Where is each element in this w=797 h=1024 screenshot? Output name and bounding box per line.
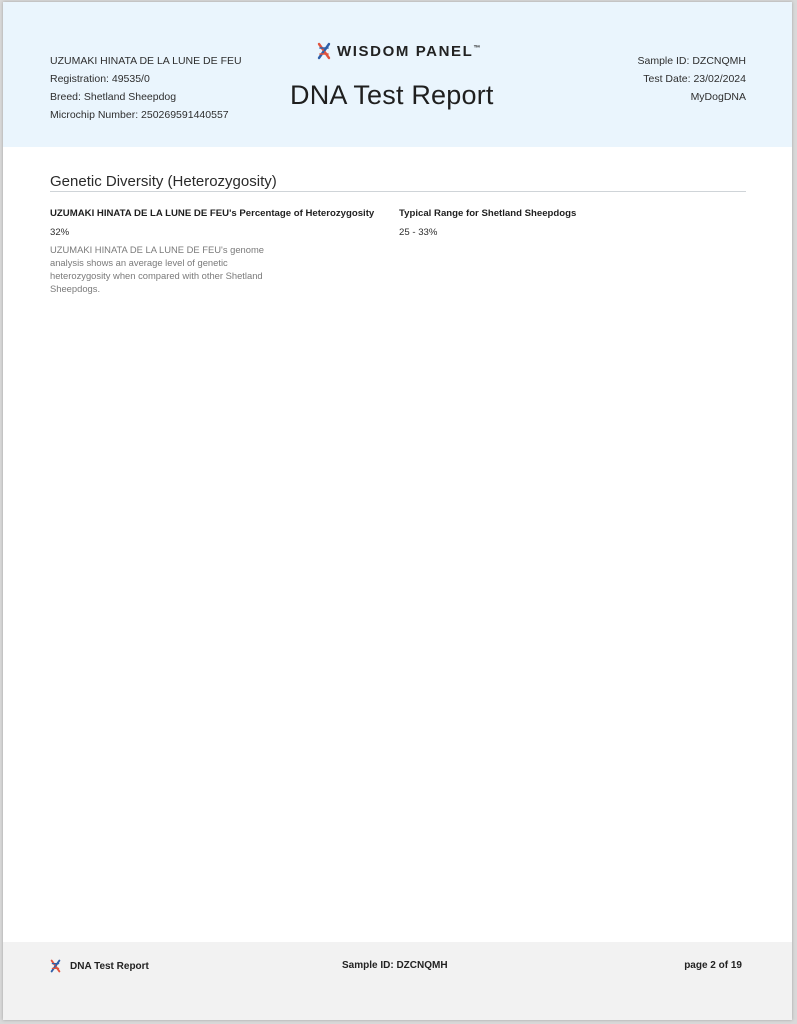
typical-range-value: 25 - 33%	[399, 227, 438, 238]
brand-name: WISDOM PANEL™	[337, 42, 481, 60]
source: MyDogDNA	[690, 91, 746, 103]
registration: Registration: 49535/0	[50, 73, 150, 85]
wisdom-panel-helix-icon	[50, 959, 61, 973]
brand-logo	[317, 41, 480, 61]
sample-info	[637, 52, 746, 106]
report-title: DNA Test Report	[290, 80, 494, 110]
footer-brand	[50, 959, 149, 973]
report-header	[3, 2, 792, 147]
page-number: page 2 of 19	[684, 960, 742, 971]
footer-title: DNA Test Report	[70, 960, 149, 972]
wisdom-panel-helix-icon	[317, 42, 331, 60]
dog-info	[50, 52, 242, 124]
typical-range-header: Typical Range for Shetland Sheepdogs	[399, 208, 577, 219]
report-page	[3, 2, 792, 1020]
dog-name: UZUMAKI HINATA DE LA LUNE DE FEU	[50, 55, 242, 67]
section-title: Genetic Diversity (Heterozygosity)	[50, 173, 277, 190]
report-footer	[3, 942, 792, 1020]
sample-id: Sample ID: DZCNQMH	[637, 55, 746, 67]
heterozygosity-description: UZUMAKI HINATA DE LA LUNE DE FEU's genome analysis shows an average level of genetic heterozygosity when compared with other Shetland Sheepdogs.	[50, 244, 264, 294]
breed: Breed: Shetland Sheepdog	[50, 91, 177, 103]
heterozygosity-header: UZUMAKI HINATA DE LA LUNE DE FEU's Percentage of Heterozygosity	[50, 208, 375, 219]
microchip-number: Microchip Number: 250269591440557	[50, 109, 229, 121]
test-date: Test Date: 23/02/2024	[643, 73, 746, 85]
footer-sample-id: Sample ID: DZCNQMH	[342, 960, 448, 971]
section-divider	[50, 191, 746, 192]
heterozygosity-value: 32%	[50, 227, 70, 238]
